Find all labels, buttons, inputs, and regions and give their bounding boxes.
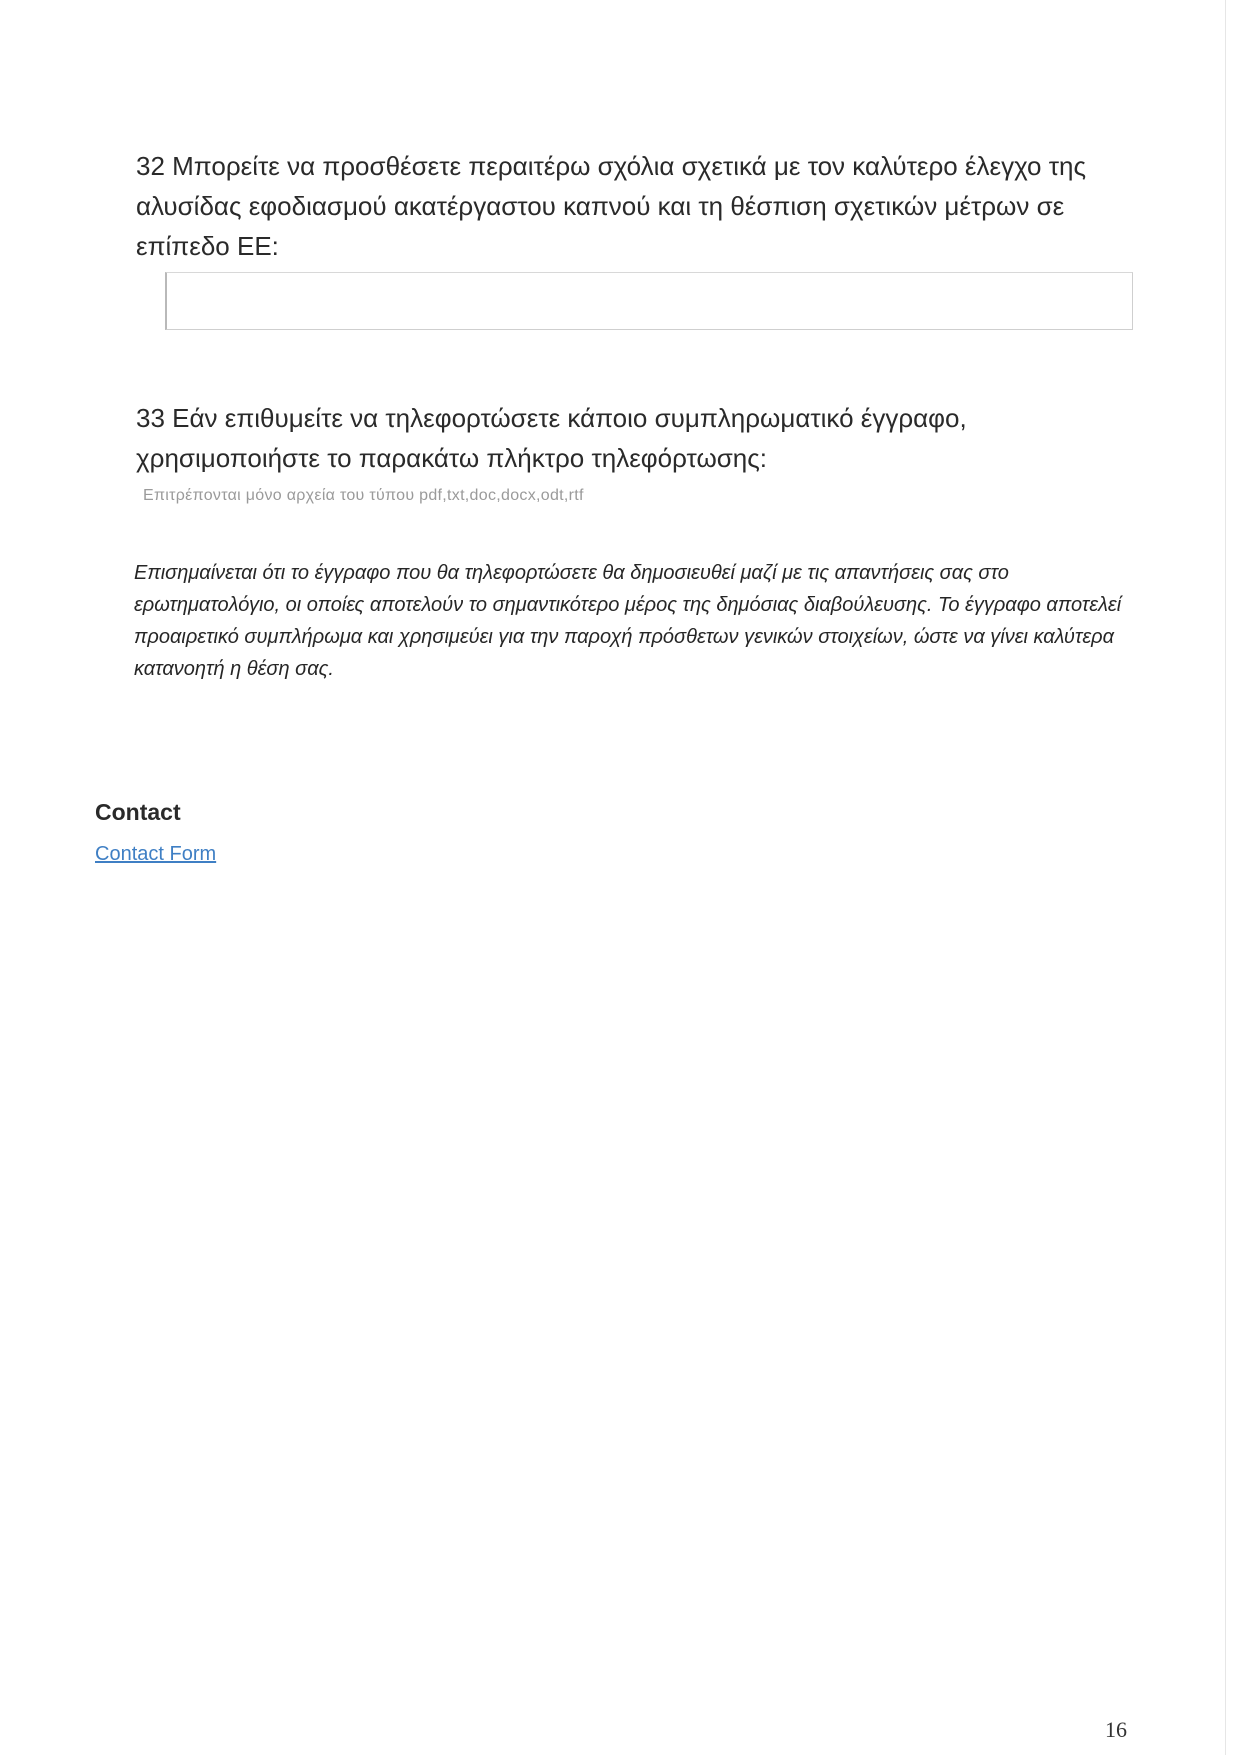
question-33-text: 33 Εάν επιθυμείτε να τηλεφορτώσετε κάποιο συμπληρωματικό έγγραφο, χρησιμοποιήστε το παρακάτω πλήκτρο τηλεφόρτωσης: bbox=[136, 403, 967, 473]
contact-heading: Contact bbox=[95, 799, 181, 825]
upload-publication-note: Επισημαίνεται ότι το έγγραφο που θα τηλεφορτώσετε θα δημοσιευθεί μαζί με τις απαντήσεις σας στο ερωτηματολόγιο, οι οποίες αποτελούν το σημαντικότερο μέρος της δημόσιας διαβούλευσης. Το έγγραφο αποτελεί προαιρετικό συμπλήρωμα και χρησιμεύει για την παροχή πρόσθετων γενικών στοιχείων, ώστε να γίνει καλύτερα κατανοητή η θέση σας. bbox=[134, 562, 1122, 680]
question-32-answer-field[interactable] bbox=[165, 272, 1133, 330]
question-32-text: 32 Μπορείτε να προσθέσετε περαιτέρω σχόλια σχετικά με τον καλύτερο έλεγχο της αλυσίδας εφοδιασμού ακατέργαστου καπνού και τη θέσπιση σχετικών μέτρων σε επίπεδο ΕΕ: bbox=[136, 151, 1087, 261]
contact-form-link[interactable]: Contact Form bbox=[95, 843, 217, 865]
page-edge bbox=[1225, 0, 1226, 1755]
page-number: 16 bbox=[1105, 1717, 1127, 1742]
upload-file-types-hint: Επιτρέπονται μόνο αρχεία του τύπου pdf,txt,doc,docx,odt,rtf bbox=[143, 487, 584, 504]
